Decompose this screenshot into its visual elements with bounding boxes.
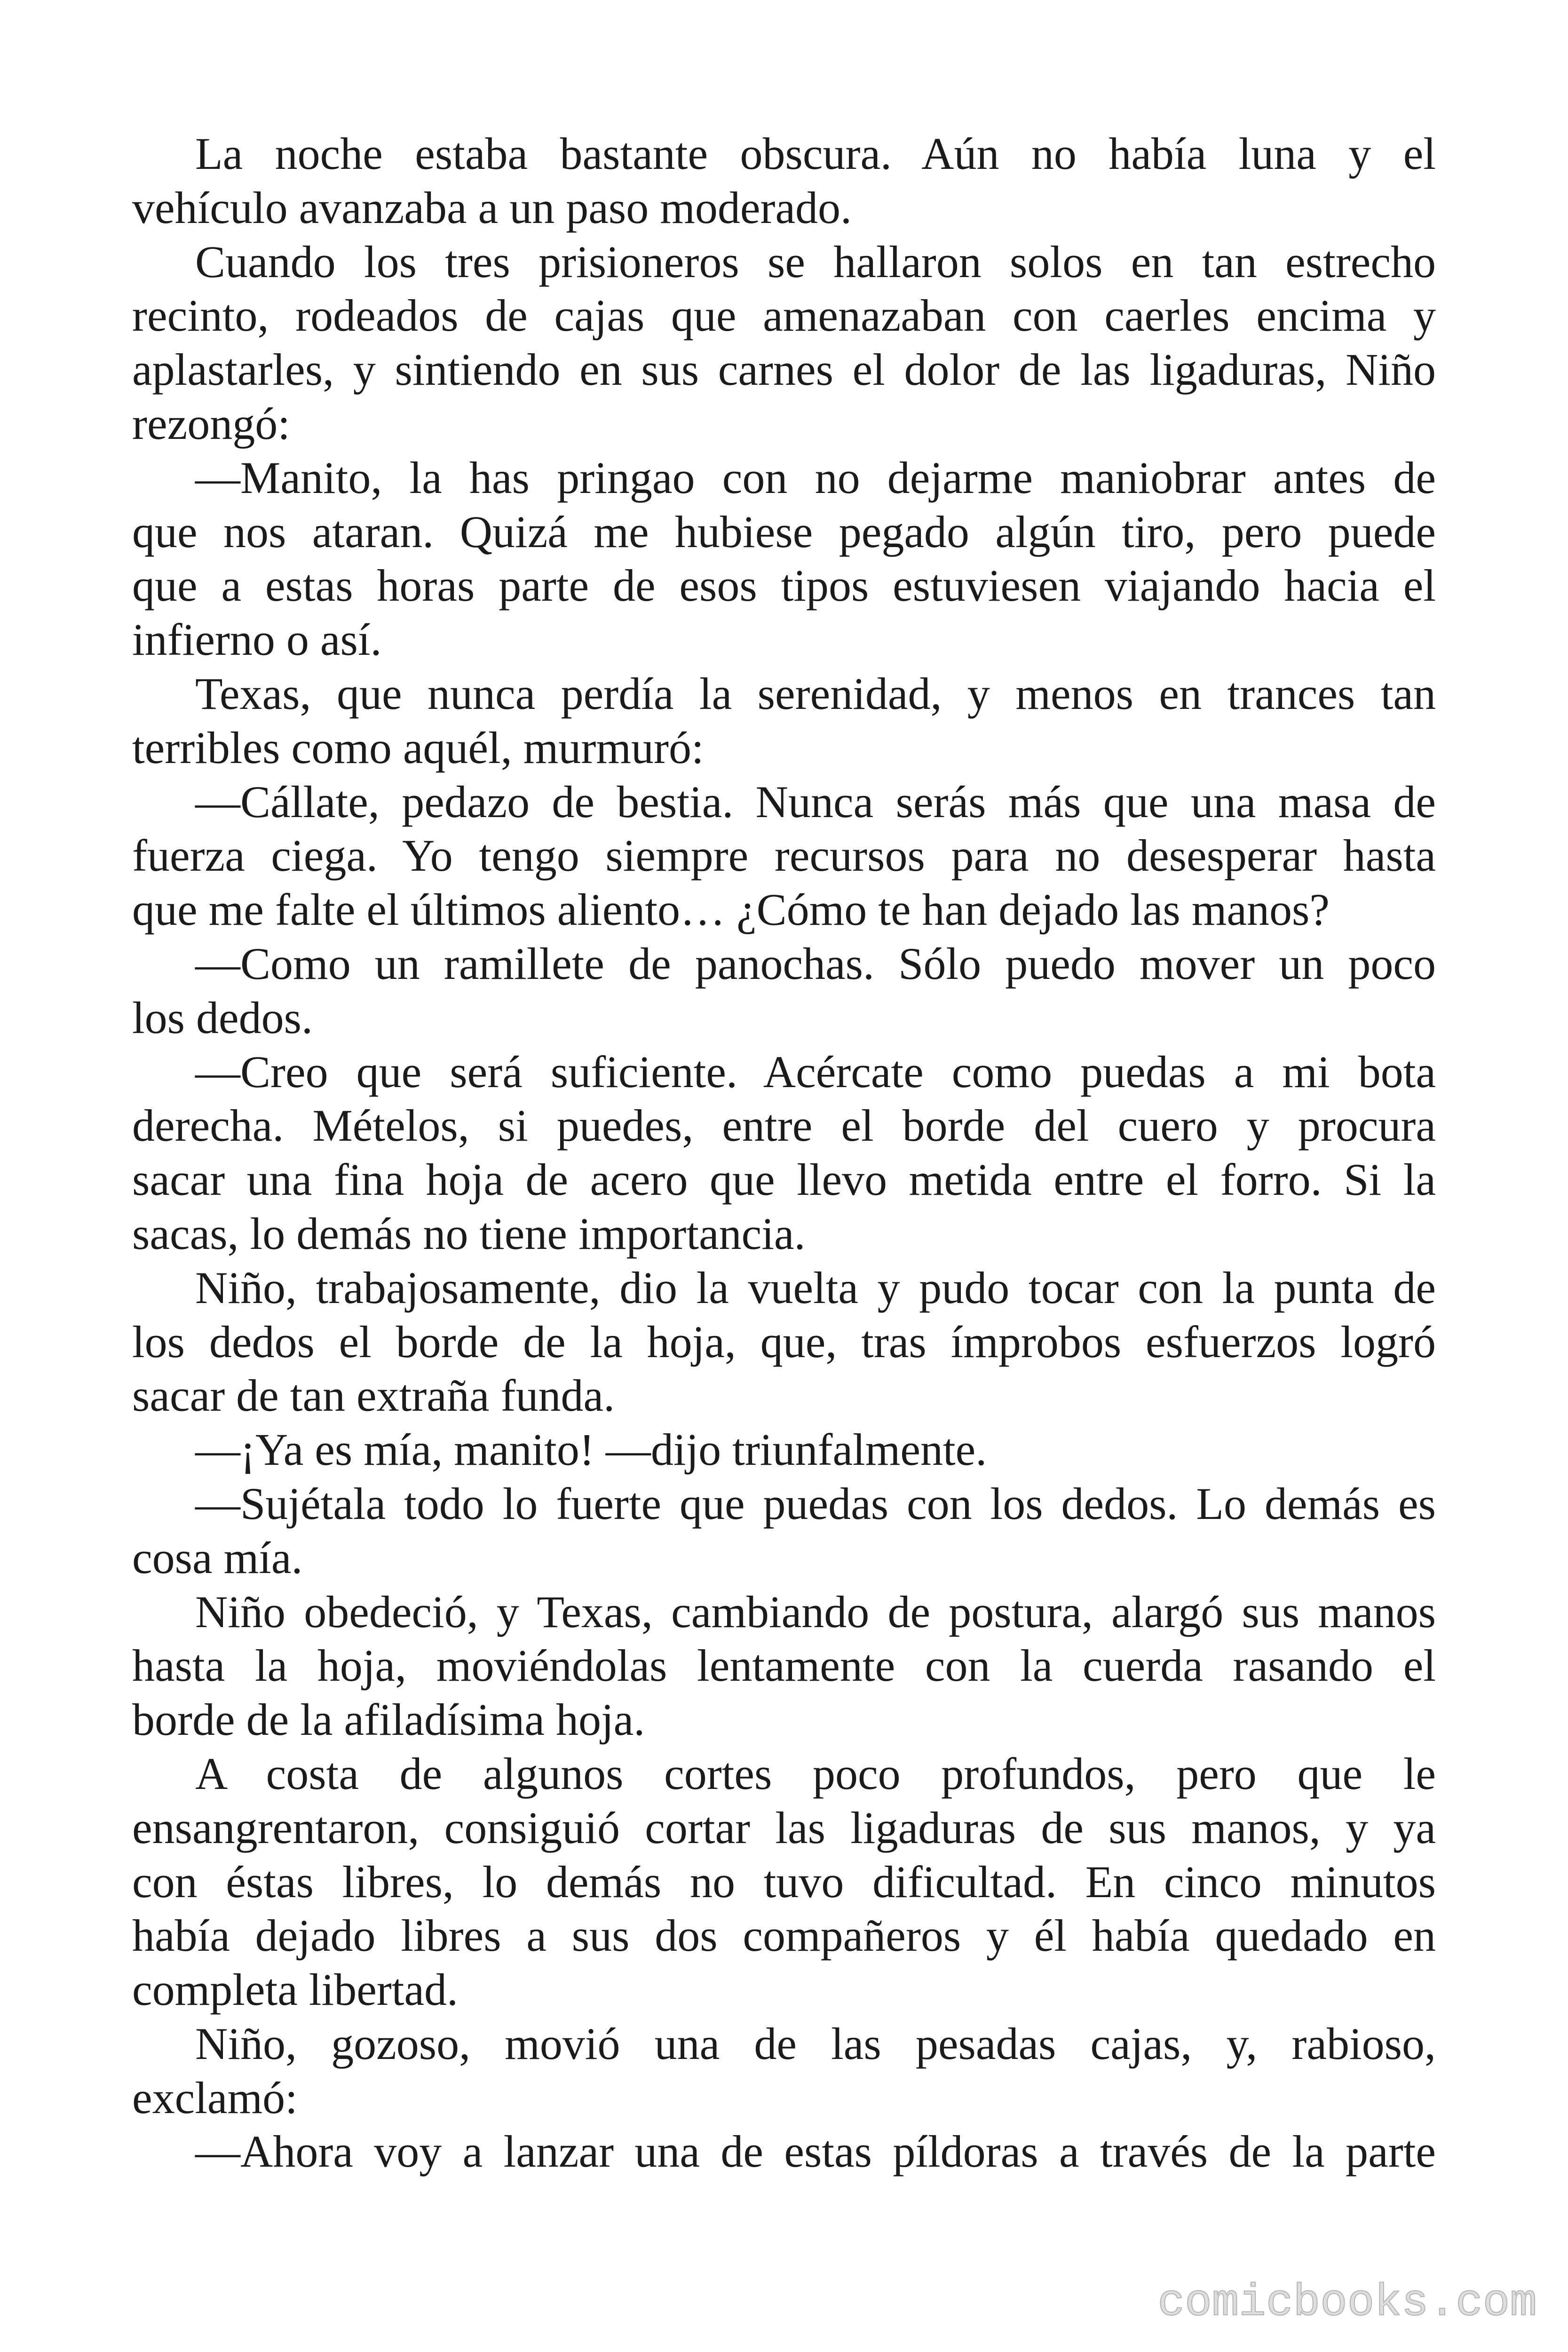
- text-line: había dejado libres a sus dos compañeros y él había quedado en: [132, 1910, 1436, 1961]
- text-line: infierno o así.: [132, 614, 382, 665]
- text-line: que me falte el últimos aliento… ¿Cómo te han dejado las manos?: [132, 884, 1330, 935]
- text-line: Niño, gozoso, movió una de las pesadas cajas, y, rabioso,: [195, 2018, 1436, 2069]
- text-line: —Sujétala todo lo fuerte que puedas con los dedos. Lo demás es: [195, 1478, 1436, 1529]
- paragraph: [132, 235, 1436, 451]
- paragraph: [132, 1585, 1436, 1747]
- text-line: Texas, que nunca perdía la serenidad, y menos en trances tan: [195, 668, 1436, 719]
- text-line: —Ahora voy a lanzar una de estas píldoras a través de la parte: [195, 2126, 1436, 2177]
- text-line: A costa de algunos cortes poco profundos, pero que le: [195, 1748, 1436, 1799]
- watermark-text: comicbooks.com: [1157, 2277, 1537, 2328]
- paragraph: [132, 2017, 1436, 2125]
- text-line: La noche estaba bastante obscura. Aún no había luna y el: [195, 128, 1436, 179]
- paragraph: [132, 1477, 1436, 1585]
- text-line: con éstas libres, lo demás no tuvo dificultad. En cinco minutos: [132, 1856, 1436, 1907]
- paragraph: [132, 451, 1436, 667]
- text-line: Niño obedeció, y Texas, cambiando de postura, alargó sus manos: [195, 1586, 1436, 1637]
- text-line: terribles como aquél, murmuró:: [132, 722, 704, 773]
- text-line: —Manito, la has pringao con no dejarme maniobrar antes de: [195, 452, 1436, 503]
- text-line: ensangrentaron, consiguió cortar las ligaduras de sus manos, y ya: [132, 1802, 1436, 1853]
- body-text: [132, 127, 1436, 2179]
- text-line: aplastarles, y sintiendo en sus carnes el dolor de las ligaduras, Niño: [132, 344, 1436, 395]
- paragraph: [132, 1045, 1436, 1261]
- text-line: sacar una fina hoja de acero que llevo metida entre el forro. Si la: [132, 1154, 1436, 1205]
- text-line: recinto, rodeados de cajas que amenazaban con caerles encima y: [132, 290, 1436, 341]
- text-line: derecha. Mételos, si puedes, entre el borde del cuero y procura: [132, 1100, 1436, 1151]
- paragraph: [132, 775, 1436, 937]
- text-line: borde de la afiladísima hoja.: [132, 1694, 645, 1745]
- text-line: —Cállate, pedazo de bestia. Nunca serás más que una masa de: [195, 776, 1436, 827]
- paragraph: [132, 937, 1436, 1045]
- text-line: que nos ataran. Quizá me hubiese pegado algún tiro, pero puede: [132, 506, 1436, 557]
- paragraph: [132, 667, 1436, 775]
- paragraph: [132, 2125, 1436, 2179]
- text-line: sacas, lo demás no tiene importancia.: [132, 1208, 806, 1259]
- text-line: los dedos.: [132, 992, 313, 1043]
- text-line: cosa mía.: [132, 1532, 303, 1583]
- text-line: los dedos el borde de la hoja, que, tras ímprobos esfuerzos logró: [132, 1316, 1436, 1367]
- text-line: —Creo que será suficiente. Acércate como puedas a mi bota: [195, 1046, 1436, 1097]
- text-line: —¡Ya es mía, manito! —dijo triunfalmente.: [195, 1424, 987, 1475]
- text-line: rezongó:: [132, 398, 290, 449]
- text-line: fuerza ciega. Yo tengo siempre recursos para no desesperar hasta: [132, 830, 1436, 881]
- paragraph: [132, 1747, 1436, 2017]
- text-line: Cuando los tres prisioneros se hallaron solos en tan estrecho: [195, 236, 1436, 287]
- text-line: que a estas horas parte de esos tipos estuviesen viajando hacia el: [132, 560, 1436, 611]
- text-line: exclamó:: [132, 2072, 298, 2123]
- paragraph: [132, 1261, 1436, 1423]
- text-line: sacar de tan extraña funda.: [132, 1370, 615, 1421]
- text-line: Niño, trabajosamente, dio la vuelta y pudo tocar con la punta de: [195, 1262, 1436, 1313]
- paragraph: [132, 1423, 1436, 1477]
- text-line: vehículo avanzaba a un paso moderado.: [132, 182, 852, 233]
- paragraph: [132, 127, 1436, 235]
- text-line: hasta la hoja, moviéndolas lentamente con la cuerda rasando el: [132, 1640, 1436, 1691]
- text-line: —Como un ramillete de panochas. Sólo puedo mover un poco: [195, 938, 1436, 989]
- text-line: completa libertad.: [132, 1964, 459, 2015]
